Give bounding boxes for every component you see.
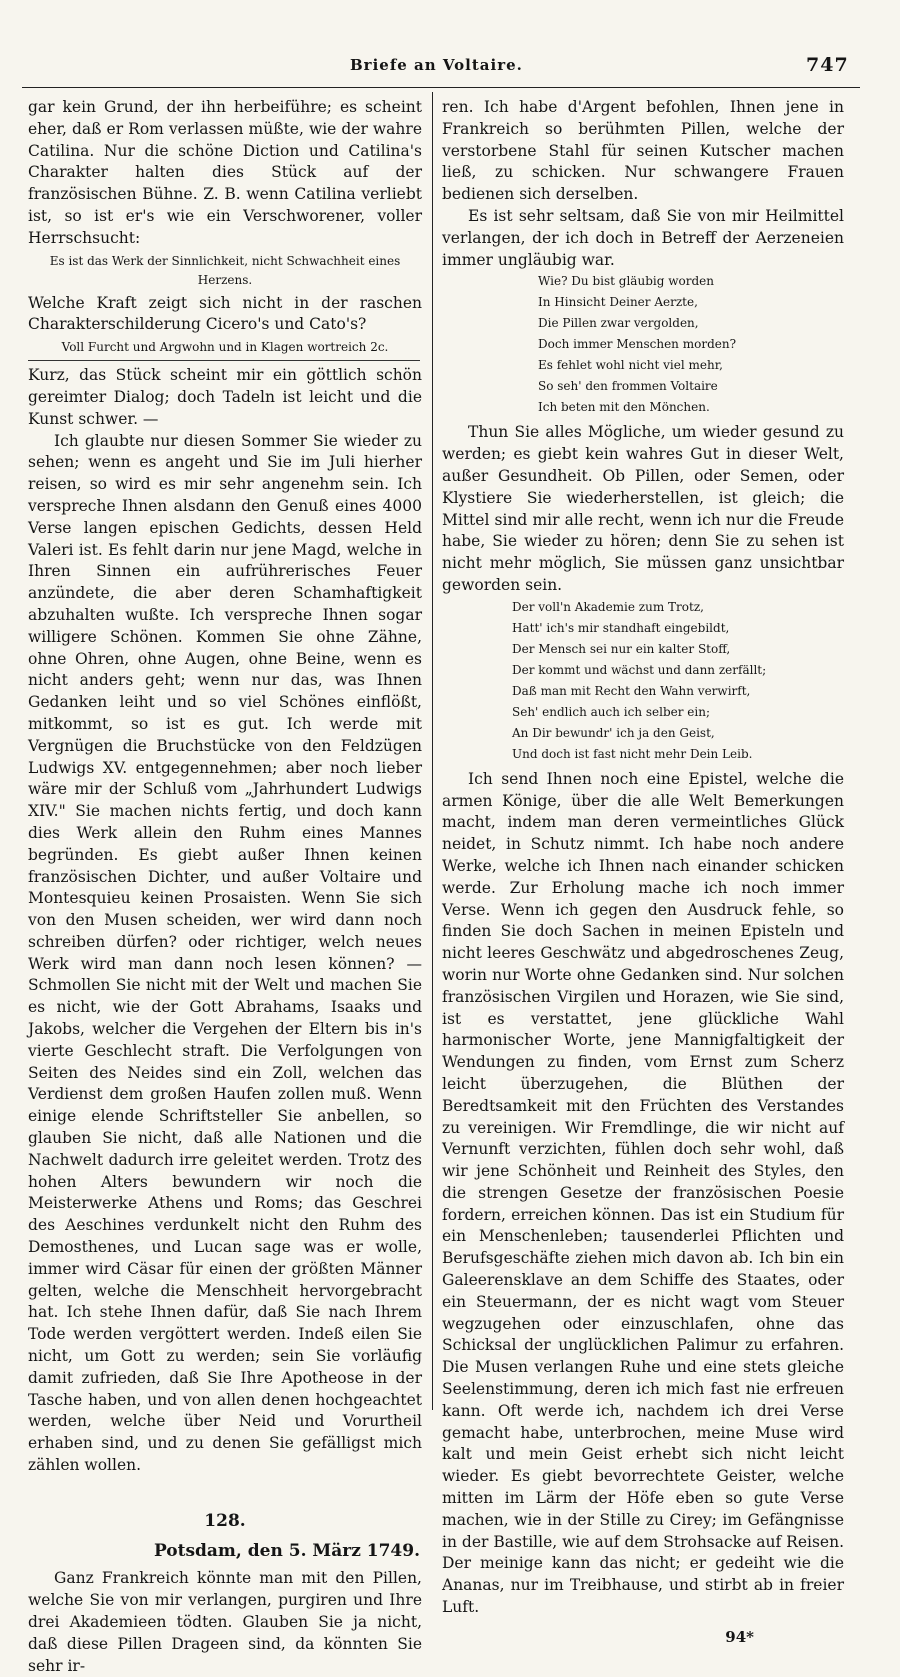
poem-2 [442, 597, 844, 765]
poem-line: Es fehlet wohl nicht viel mehr, [538, 358, 723, 373]
poem-line: Doch immer Menschen morden? [538, 337, 737, 352]
poem-line: Wie? Du bist gläubig worden [538, 274, 714, 289]
poem-line: Ich beten mit den Mönchen. [538, 400, 710, 415]
quote-rule [28, 360, 420, 361]
right-column [442, 97, 844, 1649]
poem-1 [442, 271, 844, 418]
left-paragraph-1: gar kein Grund, der ihn herbeiführe; es scheint eher, daß er Rom verlassen müßte, wie der wahre Catilina. Nur die schöne Diction und Catilina's Charakter halten dies Stück auf der französischen Bühne. Z. B. wenn Catilina verliebt ist, so ist er's wie ein Verschworener, voller Herrschsucht: [28, 98, 422, 247]
right-paragraph-1: ren. Ich habe d'Argent befohlen, Ihnen jene in Frankreich so berühmten Pillen, welche der verstorbene Stahl für seinen Kutscher machen ließ, zu schicken. Nur schwangere Frauen bedienen sich derselben. [442, 98, 844, 204]
poem-line: Und doch ist fast nicht mehr Dein Leib. [512, 746, 753, 761]
letter-number: 128. [204, 1510, 246, 1531]
right-paragraph-3: Thun Sie alles Mögliche, um wieder gesund zu werden; es giebt kein wahres Gut in dieser Welt, außer Gesundheit. Ob Pillen, oder Semen, oder Klystiere Sie wiederherstellen, ist gleich; die Mittel sind mir alle recht, wenn ich nur die Freude habe, Sie wieder zu hören; denn Sie zu sehen ist nicht mehr möglich, Sie müssen ganz unsichtbar geworden sein. [442, 423, 844, 594]
left-paragraph-2: Welche Kraft zeigt sich nicht in der raschen Charakterschilderung Cicero's und Cato's? [28, 293, 422, 334]
poem-line: Die Pillen zwar vergolden, [538, 316, 699, 331]
poem-line: Daß man mit Recht den Wahn verwirft, [512, 683, 751, 698]
poem-line: An Dir bewundr' ich ja den Geist, [512, 725, 715, 740]
poem-line: So seh' den frommen Voltaire [538, 379, 718, 394]
running-header: Briefe an Voltaire. [350, 56, 523, 74]
column-divider [432, 92, 433, 1410]
header-rule [22, 87, 860, 88]
right-paragraph-4: Ich send Ihnen noch eine Epistel, welche die armen Könige, über die alle Welt Bemerkungen macht, indem man deren vermeintliches Glück neidet, in Schutz nimmt. Ich habe noch andere Werke, welche ich Ihnen nach einander schicken werde. Zur Erholung mache ich noch immer Verse. Wenn ich gegen den Ausdruck fehle, so finden Sie doch Sachen in meinen Episteln und nicht leeres Geschwätz und abgedroschenes Zeug, worin nur Worte ohne Gedanken sind. Nur solchen französischen Virgilen und Horazen, wie Sie sind, ist es verstattet, jene glückliche Wahl harmonischer Worte, jene Mannigfaltigkeit der Wendungen zu finden, vom Ernst zum Scherz leicht überzugehen, die Blüthen der Beredtsamkeit mit den Früchten des Verstandes zu vereinigen. Wir Fremdlinge, die wir nicht auf Vernunft verzichten, fühlen doch sehr wohl, daß wir jene Schönheit und Reinheit des Styles, den die strengen Gesetze der französischen Poesie fordern, erreichen können. Das ist ein Studium für ein Menschenleben; tausenderlei Pflichten und Berufsgeschäfte ziehen mich davon ab. Ich bin ein Galeerensklave an dem Schiffe des Staates, oder ein Steuermann, der es nicht wagt vom Steuer wegzugehen oder einzuschlafen, ohne das Schicksal der unglücklichen Palimur zu erfahren. Die Musen verlangen Ruhe und eine stets gleiche Seelenstimmung, deren ich mich fast nie erfreuen kann. Oft werde ich, nachdem ich drei Verse gemacht habe, unterbrochen, meine Muse wird kalt und mein Geist erhebt sich nicht leicht wieder. Es giebt bevorrechtete Geister, welche mitten im Lärm der Höfe eben so gute Verse machen, wie in der Stille zu Cirey; im Gefängnisse in der Bastille, wie auf dem Strohsacke auf Reisen. Der meinige kann das nicht; er gedeiht wie die Ananas, nur im Treibhause, und stirbt ab in freier Luft. [442, 769, 844, 1617]
letter-dateline: Potsdam, den 5. März 1749. [153, 1540, 420, 1561]
poem-line: Der Mensch sei nur ein kalter Stoff, [512, 641, 731, 656]
poem-line: Seh' endlich auch ich selber ein; [512, 704, 711, 719]
page-number: 747 [806, 54, 849, 76]
left-column [28, 97, 422, 1677]
poem-line: Hatt' ich's mir standhaft eingebildt, [512, 620, 730, 635]
quote-2: Voll Furcht und Argwohn und in Klagen wortreich 2c. [61, 340, 389, 355]
right-paragraph-2: Es ist sehr seltsam, daß Sie von mir Heilmittel verlangen, der ich doch in Betreff der Aerzeneien immer ungläubig war. [442, 206, 844, 269]
poem-line: Der kommt und wächst und dann zerfällt; [512, 662, 767, 677]
poem-line: In Hinsicht Deiner Aerzte, [538, 295, 698, 310]
left-paragraph-4: Ich glaubte nur diesen Sommer Sie wieder zu sehen; wenn es angeht und Sie im Juli hierher reisen, so wird es mir sehr angenehm sein. Ich verspreche Ihnen alsdann den Genuß eines 4000 Verse langen epischen Gedichts, dessen Held Valeri ist. Es fehlt darin nur jene Magd, welche in Ihren Sinnen ein aufrührerisches Feuer anzündete, die aber deren Schamhaftigkeit abzuhalten wußte. Ich verspreche Ihnen sogar willigere Schönen. Kommen Sie ohne Zähne, ohne Ohren, ohne Augen, ohne Beine, wenn es nicht anders geht; wenn nur das, was Ihnen Gedanken leiht und so viel Schönes einflößt, mitkommt, so ist es gut. Ich werde mit Vergnügen die Bruchstücke von den Feldzügen Ludwigs XV. entgegennehmen; aber noch lieber wäre mir der Schluß vom „Jahrhundert Ludwigs XIV." Sie machen nichts fertig, und doch kann dies Werk allein den Ruhm eines Mannes begründen. Es giebt außer Ihnen keinen französischen Dichter, und außer Voltaire und Montesquieu keinen Prosaisten. Wenn Sie sich von den Musen scheiden, wer wird dann noch schreiben dürfen? oder richtiger, welch neues Werk wird man dann noch lesen können? — Schmollen Sie nicht mit der Welt und machen Sie es nicht, wie der Gott Abrahams, Isaaks und Jakobs, welcher die Vergehen der Eltern bis in's vierte Geschlecht straft. Die Verfolgungen von Seiten des Neides sind ein Zoll, welchen das Verdienst dem großen Haufen zollen muß. Wenn einige elende Schriftsteller Sie anbellen, so glauben Sie nicht, daß alle Nationen und die Nachwelt dadurch irre geleitet werden. Trotz des hohen Alters bewundern wir noch die Meisterwerke Athens und Roms; das Geschrei des Aeschines verdunkelt nicht den Ruhm des Demosthenes, und Lucan sage was er wolle, immer wird Cäsar für einen der größten Männer gelten, welche die Menschheit hervorgebracht hat. Ich stehe Ihnen dafür, daß Sie nach Ihrem Tode werden vergöttert werden. Indeß eilen Sie nicht, um Gott zu werden; sein Sie vorläufig damit zufrieden, daß Sie Ihre Apotheose in der Tasche haben, und von allen denen hochgeachtet werden, welche über Neid und Vorurtheil erhaben sind, und zu denen Sie gefälligst mich zählen wollen. [28, 431, 422, 1475]
left-paragraph-5: Ganz Frankreich könnte man mit den Pillen, welche Sie von mir verlangen, purgiren und Ihre drei Akademieen tödten. Glauben Sie ja nicht, daß diese Pillen Drageen sind, da könnten Sie sehr ir- [28, 1569, 422, 1675]
quote-1: Es ist das Werk der Sinnlichkeit, nicht Schwachheit eines Herzens. [49, 253, 401, 287]
left-paragraph-3: Kurz, das Stück scheint mir ein göttlich schön gereimter Dialog; doch Tadeln ist leicht und die Kunst schwer. — [28, 366, 422, 428]
poem-line: Der voll'n Akademie zum Trotz, [512, 599, 704, 614]
printer-signature-mark: 94* [725, 1627, 754, 1646]
